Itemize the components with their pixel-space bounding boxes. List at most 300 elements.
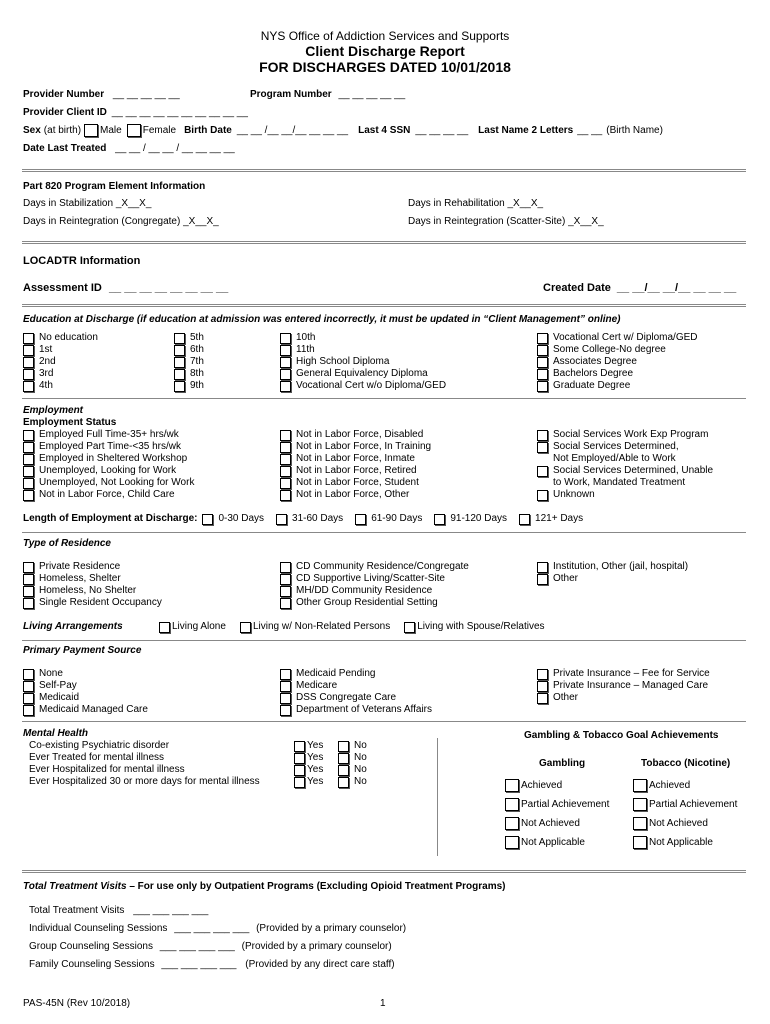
option-label: No [354,764,367,775]
days-rehabilitation[interactable]: Days in Rehabilitation _X__X_ [408,198,544,209]
checkbox[interactable] [23,562,34,573]
residence-col-3 [537,561,688,585]
checkbox[interactable] [280,586,291,597]
checkbox-option[interactable] [505,833,609,852]
option-label: Private Insurance – Managed Care [553,680,709,691]
no-option[interactable] [338,764,367,776]
payment-col-3 [537,668,710,704]
checkbox[interactable] [23,478,34,489]
individual-counseling-field[interactable]: ___ ___ ___ ___ [174,923,250,934]
checkbox[interactable] [23,357,34,368]
option-label: Not Achieved [521,817,580,829]
checkbox-option[interactable] [23,453,194,465]
mental-health-heading: Mental Health [23,728,89,739]
checkbox[interactable] [280,381,291,392]
male-checkbox[interactable] [84,124,98,137]
option-label: Not Employed/Able to Work [553,453,676,464]
total-visits-field[interactable]: ___ ___ ___ ___ [133,905,209,916]
checkbox[interactable] [240,622,251,633]
checkbox[interactable] [280,357,291,368]
checkbox[interactable] [537,562,548,573]
checkbox[interactable] [404,622,415,633]
checkbox-option[interactable] [280,453,431,465]
option-label: Vocational Cert w/ Diploma/GED [553,332,698,343]
checkbox[interactable] [537,442,548,453]
vertical-divider [437,738,438,856]
checkbox[interactable] [280,478,291,489]
checkbox-option[interactable] [633,776,737,795]
residence-heading: Type of Residence [23,538,111,549]
checkbox-option[interactable] [280,332,446,344]
option-label: 3rd [39,368,54,379]
checkbox[interactable] [355,514,366,525]
checkbox[interactable] [23,345,34,356]
created-date-row [543,282,736,294]
checkbox[interactable] [633,817,647,830]
checkbox[interactable] [505,779,519,792]
option-label: 5th [190,332,204,343]
checkbox-option[interactable] [537,561,688,573]
group-counseling-label: Group Counseling Sessions [29,941,153,952]
checkbox-option[interactable] [537,441,713,453]
checkbox[interactable] [338,753,349,764]
checkbox-option[interactable] [23,668,148,680]
checkbox-option[interactable] [505,795,609,814]
checkbox-option[interactable] [174,380,204,392]
option-label: Unemployed, Not Looking for Work [39,477,195,488]
option-label: 31-60 Days [292,513,344,524]
checkbox[interactable] [280,693,291,704]
assessment-id-field[interactable]: __ __ __ __ __ __ __ __ [108,282,229,294]
checkbox[interactable] [537,669,548,680]
option-label: Not in Labor Force, In Training [296,441,432,452]
checkbox[interactable] [23,586,34,597]
checkbox[interactable] [537,490,548,501]
checkbox-option[interactable] [23,380,98,392]
checkbox[interactable] [23,693,34,704]
goals-heading: Gambling & Tobacco Goal Achievements [524,730,719,741]
page-number: 1 [380,998,386,1009]
checkbox-option[interactable] [280,380,446,392]
group-counseling-row [29,941,392,953]
days-reintegration-scatter[interactable]: Days in Reintegration (Scatter-Site) _X__X_ [408,216,604,227]
checkbox-option[interactable] [280,680,432,692]
checkbox-option[interactable] [537,573,688,585]
checkbox-option[interactable] [174,356,204,368]
total-visits-row [29,905,208,917]
option-label: Single Resident Occupancy [39,597,162,608]
checkbox[interactable] [537,430,548,441]
yes-option[interactable] [294,740,323,752]
birth-date-label: Birth Date [184,124,232,136]
family-counseling-note: (Provided by any direct care staff) [245,959,395,970]
assessment-id-row [23,282,228,294]
checkbox[interactable] [280,574,291,585]
checkbox[interactable] [174,369,185,380]
checkbox[interactable] [23,466,34,477]
family-counseling-row [29,959,395,971]
checkbox[interactable] [633,798,647,811]
checkbox-option[interactable] [280,429,431,441]
form-title: Client Discharge Report [305,43,465,59]
option-label: DSS Congregate Care [296,692,397,703]
checkbox-option[interactable] [23,356,98,368]
checkbox[interactable] [294,777,305,788]
checkbox-option[interactable] [23,332,98,344]
option-label: 9th [190,380,204,391]
option-label: Living Alone [172,621,226,632]
checkbox[interactable] [23,381,34,392]
checkbox-option[interactable] [23,704,148,716]
checkbox[interactable] [280,345,291,356]
checkbox[interactable] [202,514,213,525]
checkbox[interactable] [537,693,548,704]
checkbox-option[interactable] [537,332,698,344]
checkbox-option[interactable] [23,344,98,356]
option-label: 2nd [39,356,56,367]
agency-name: NYS Office of Addiction Services and Supports [260,29,510,43]
option-label: Private Residence [39,561,121,572]
checkbox-option[interactable] [280,561,469,573]
checkbox-option[interactable] [23,585,162,597]
mental-health-questions [29,740,260,788]
checkbox-option[interactable] [505,814,609,833]
checkbox[interactable] [159,622,170,633]
question-label: Ever Hospitalized 30 or more days for mental illness [29,776,260,787]
option-label: Not in Labor Force, Student [296,477,419,488]
checkbox[interactable] [537,574,548,585]
birth-date-field[interactable]: __ __ /__ __/__ __ __ __ [236,124,349,136]
option-label: 6th [190,344,204,355]
checkbox[interactable] [23,454,34,465]
option-label: to Work, Mandated Treatment [553,477,686,488]
question-label: Co-existing Psychiatric disorder [29,740,170,751]
checkbox-option[interactable] [174,332,204,344]
checkbox[interactable] [537,381,548,392]
checkbox-option[interactable] [23,680,148,692]
birth-name-note: (Birth Name) [606,124,663,136]
checkbox[interactable] [280,369,291,380]
no-option[interactable] [338,776,367,788]
checkbox[interactable] [434,514,445,525]
checkbox[interactable] [505,836,519,849]
education-heading: Education at Discharge (if education at admission was entered incorrectly, it must be updated in “Client Management” online) [23,314,621,325]
option-label: Social Services Work Exp Program [553,429,709,440]
option-label: Social Services Determined, Unable [553,465,714,476]
checkbox[interactable] [633,779,647,792]
mental-health-no [338,740,367,788]
last-name-field[interactable]: __ __ [577,124,603,136]
option-label: Not Applicable [649,836,713,848]
checkbox-option[interactable] [280,597,469,609]
section-divider [22,241,746,244]
last4-ssn-field[interactable]: __ __ __ __ [415,124,469,136]
payment-heading: Primary Payment Source [23,645,142,656]
last-name-label: Last Name 2 Letters [478,124,574,136]
employment-col-2 [280,429,431,501]
payment-col-2 [280,668,432,716]
checkbox-option[interactable] [537,380,698,392]
option-label: Unemployed, Looking for Work [39,465,177,476]
days-reintegration-congregate[interactable]: Days in Reintegration (Congregate) _X__X_ [23,216,219,227]
checkbox-option[interactable] [280,441,431,453]
employment-col-1 [23,429,194,501]
checkbox-option[interactable] [537,692,710,704]
option-label: Homeless, No Shelter [39,585,137,596]
checkbox[interactable] [294,753,305,764]
checkbox[interactable] [338,765,349,776]
checkbox[interactable] [23,442,34,453]
checkbox[interactable] [338,777,349,788]
option-label: Not in Labor Force, Disabled [296,429,424,440]
checkbox[interactable] [280,598,291,609]
group-counseling-field[interactable]: ___ ___ ___ ___ [159,941,235,952]
option-label: General Equivalency Diploma [296,368,428,379]
checkbox-option[interactable] [280,477,431,489]
checkbox[interactable] [280,705,291,716]
living-heading: Living Arrangements [23,621,123,632]
option-label: 0-30 Days [218,513,265,524]
option-label: Achieved [649,779,691,791]
checkbox[interactable] [537,333,548,344]
education-col-4 [537,332,698,392]
checkbox[interactable] [537,466,548,477]
checkbox-option[interactable] [280,368,446,380]
option-label: Medicaid Managed Care [39,704,148,715]
checkbox[interactable] [23,430,34,441]
option-label: CD Supportive Living/Scatter-Site [296,573,445,584]
created-date-label: Created Date [543,282,611,294]
individual-counseling-note: (Provided by a primary counselor) [256,923,407,934]
option-label: Yes [307,776,324,787]
checkbox-option[interactable] [537,465,713,477]
female-label: Female [142,124,177,136]
checkbox[interactable] [519,514,530,525]
option-label: Bachelors Degree [553,368,634,379]
option-label: Medicaid [39,692,80,703]
checkbox[interactable] [280,454,291,465]
option-label: Living w/ Non-Related Persons [252,621,391,632]
checkbox-option[interactable] [537,368,698,380]
no-option[interactable] [338,752,367,764]
education-col-1 [23,332,98,392]
checkbox[interactable] [633,836,647,849]
gambling-label: Gambling [539,758,586,769]
checkbox-option[interactable] [280,489,431,501]
checkbox[interactable] [276,514,287,525]
section-divider [22,532,746,533]
checkbox-option[interactable] [537,668,710,680]
option-label: Other Group Residential Setting [296,597,438,608]
checkbox[interactable] [174,357,185,368]
checkbox-option[interactable] [280,465,431,477]
sex-note: (at birth) [43,124,82,136]
checkbox-option[interactable] [23,368,98,380]
education-col-2 [174,332,204,392]
checkbox-option[interactable] [633,814,737,833]
checkbox-option[interactable] [280,573,469,585]
checkbox[interactable] [280,466,291,477]
checkbox-option[interactable] [174,344,204,356]
checkbox[interactable] [174,381,185,392]
option-label: 10th [296,332,316,343]
option-label: Not Achieved [649,817,708,829]
checkbox-option[interactable] [23,561,162,573]
option-label: Social Services Determined, [553,441,679,452]
checkbox[interactable] [23,681,34,692]
checkbox-option[interactable] [505,776,609,795]
checkbox[interactable] [174,345,185,356]
checkbox[interactable] [280,681,291,692]
checkbox-option[interactable] [280,704,432,716]
checkbox[interactable] [505,798,519,811]
option-label: Not in Labor Force, Child Care [39,489,175,500]
checkbox[interactable] [280,669,291,680]
checkbox[interactable] [537,369,548,380]
checkbox-option[interactable] [280,344,446,356]
option-label: Not in Labor Force, Other [296,489,410,500]
checkbox-option[interactable] [537,356,698,368]
option-label: Yes [307,764,324,775]
option-label: Medicare [296,680,338,691]
section-divider [22,304,746,307]
total-visits-label: Total Treatment Visits [29,905,125,916]
checkbox[interactable] [280,333,291,344]
provider-number-field[interactable]: __ __ __ __ __ [112,89,180,100]
checkbox-option[interactable] [23,573,162,585]
checkbox[interactable] [537,357,548,368]
option-label: Private Insurance – Fee for Service [553,668,710,679]
option-label: Medicaid Pending [296,668,376,679]
option-label: Institution, Other (jail, hospital) [553,561,689,572]
provider-number-row [23,89,180,101]
living-options [159,621,545,633]
checkbox[interactable] [280,490,291,501]
last4-ssn-label: Last 4 SSN [358,124,411,136]
checkbox-option[interactable] [23,477,194,489]
option-label: Employed Part Time-<35 hrs/wk [39,441,181,452]
residence-col-2 [280,561,469,609]
checkbox-option[interactable] [174,368,204,380]
checkbox[interactable] [537,681,548,692]
checkbox[interactable] [23,369,34,380]
option-label: 7th [190,356,204,367]
checkbox-option[interactable] [537,429,713,441]
program-number-row [250,89,405,101]
checkbox[interactable] [280,430,291,441]
employment-col-3 [537,429,713,501]
program-number-label: Program Number [250,89,332,100]
date-last-treated-label: Date Last Treated [23,143,107,154]
checkbox-option[interactable] [23,597,162,609]
date-last-treated-row [23,143,235,155]
checkbox[interactable] [23,598,34,609]
individual-counseling-row [29,923,406,935]
visits-heading: Total Treatment Visits [23,881,127,892]
sex-label: Sex [23,124,41,136]
question-label: Ever Hospitalized for mental illness [29,764,185,775]
tobacco-options [633,776,737,852]
option-label: 11th [296,344,315,355]
checkbox-option[interactable] [23,441,194,453]
option-label: Other [553,573,579,584]
option-label: No education [39,332,98,343]
no-option[interactable] [338,740,367,752]
checkbox-option[interactable] [23,465,194,477]
option-label: No [354,776,367,787]
section-divider [22,640,746,641]
employment-heading: Employment [23,405,84,416]
option-label: Yes [307,740,324,751]
checkbox-option[interactable] [537,680,710,692]
yes-option[interactable] [294,752,323,764]
checkbox[interactable] [294,765,305,776]
residence-col-1 [23,561,162,609]
gambling-options [505,776,609,852]
checkbox[interactable] [294,741,305,752]
education-col-3 [280,332,446,392]
female-checkbox[interactable] [127,124,141,137]
checkbox[interactable] [23,705,34,716]
checkbox-option[interactable] [23,692,148,704]
yes-option[interactable] [294,764,323,776]
assessment-id-label: Assessment ID [23,282,102,294]
created-date-field[interactable]: __ __/__ __/__ __ __ __ [616,282,737,294]
checkbox-option[interactable] [280,585,469,597]
checkbox-option[interactable] [280,668,432,680]
option-label: Yes [307,752,324,763]
checkbox[interactable] [338,741,349,752]
checkbox[interactable] [23,574,34,585]
checkbox-option[interactable] [23,429,194,441]
checkbox[interactable] [280,442,291,453]
sex-birth-row [23,124,663,137]
option-label: 1st [39,344,53,355]
checkbox[interactable] [537,345,548,356]
family-counseling-field[interactable]: ___ ___ ___ ___ [161,959,237,970]
date-last-treated-field[interactable]: __ __ / __ __ / __ __ __ __ [115,143,235,154]
days-stabilization[interactable]: Days in Stabilization _X__X_ [23,198,152,209]
checkbox[interactable] [505,817,519,830]
option-label: Vocational Cert w/o Diploma/GED [296,380,447,391]
provider-number-label: Provider Number [23,89,105,100]
checkbox[interactable] [23,333,34,344]
checkbox[interactable] [23,490,34,501]
option-label: Not in Labor Force, Inmate [296,453,415,464]
checkbox-option[interactable] [633,833,737,852]
option-label: 61-90 Days [371,513,423,524]
form-subtitle: FOR DISCHARGES DATED 10/01/2018 [259,59,511,75]
option-label: High School Diploma [296,356,390,367]
option-label: Partial Achievement [521,798,610,810]
checkbox[interactable] [280,562,291,573]
checkbox[interactable] [23,669,34,680]
program-number-field[interactable]: __ __ __ __ __ [338,89,406,100]
checkbox-option[interactable] [280,692,432,704]
checkbox-option[interactable] [23,489,194,501]
checkbox-option[interactable] [537,344,698,356]
checkbox[interactable] [174,333,185,344]
yes-option[interactable] [294,776,323,788]
checkbox-option[interactable] [280,356,446,368]
option-label: Not Applicable [521,836,585,848]
option-label: 8th [190,368,204,379]
provider-client-id-field[interactable]: __ __ __ __ __ __ __ __ __ __ [111,107,248,118]
option-label: Some College-No degree [553,344,666,355]
option-label: Other [553,692,579,703]
checkbox-option[interactable] [633,795,737,814]
checkbox-option[interactable] [537,489,713,501]
